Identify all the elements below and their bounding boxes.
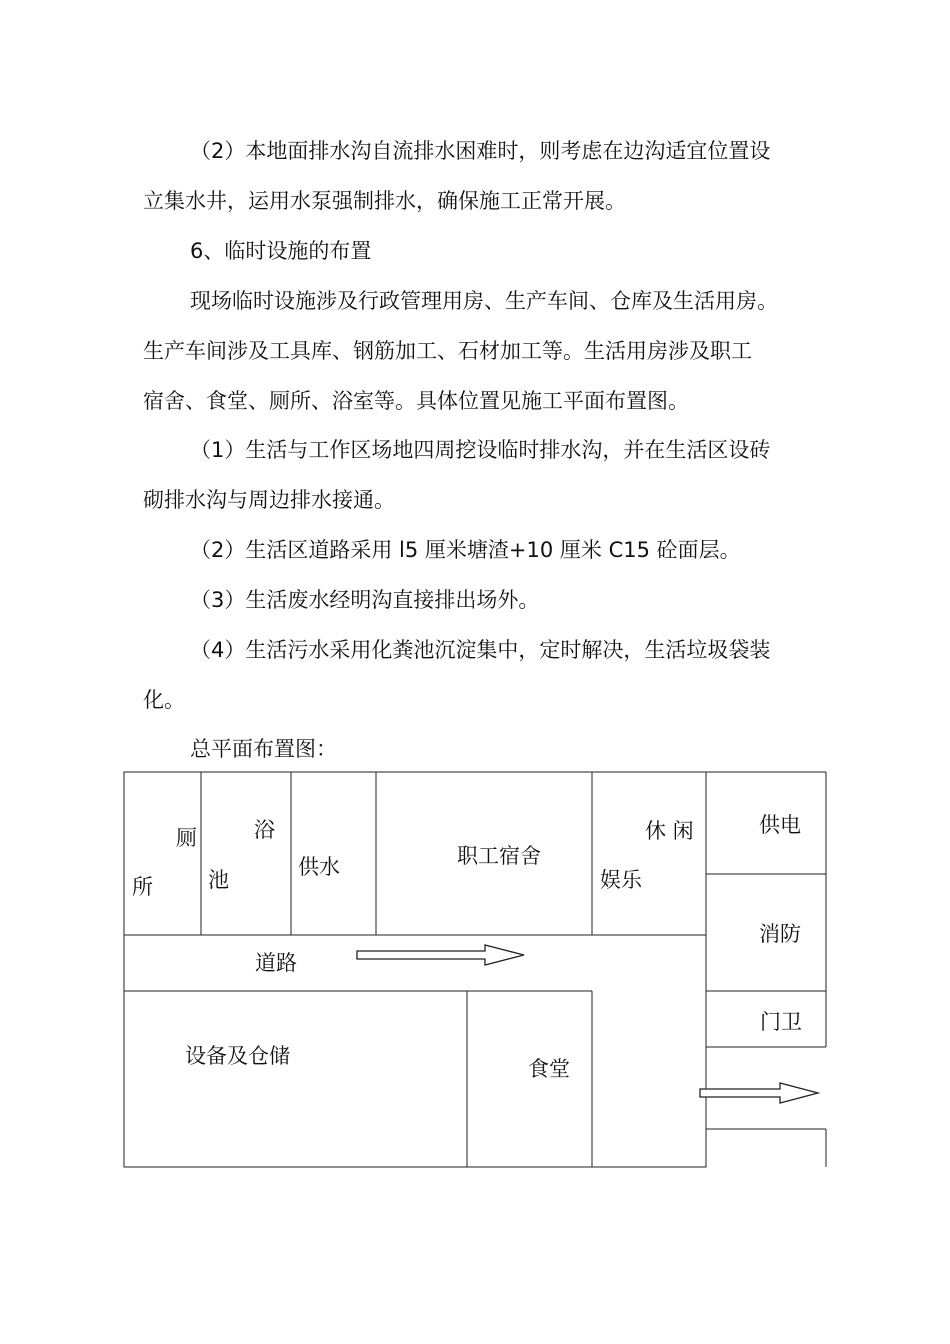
label-road: 道路 <box>255 951 297 975</box>
paragraph-line: （3）生活废水经明沟直接排出场外。 <box>190 588 540 612</box>
label-fire-protection: 消防 <box>759 922 801 946</box>
plan-caption: 总平面布置图： <box>190 737 337 761</box>
paragraph-line: 宿舍、食堂、厕所、浴室等。具体位置见施工平面布置图。 <box>143 389 689 413</box>
label-power-supply: 供电 <box>759 813 801 837</box>
road-arrow-icon <box>357 945 524 965</box>
label-toilet-top: 厕 <box>176 826 197 850</box>
paragraph-line: （4）生活污水采用化粪池沉淀集中，定时解决，生活垃圾袋装 <box>190 638 771 662</box>
label-bath-bottom: 池 <box>208 868 229 892</box>
paragraph-line: 立集水井，运用水泵强制排水，确保施工正常开展。 <box>143 189 626 213</box>
exit-arrow-icon <box>700 1083 818 1103</box>
paragraph-line: 砌排水沟与周边排水接通。 <box>143 488 395 512</box>
label-canteen: 食堂 <box>528 1057 570 1081</box>
label-leisure-top: 休 闲 <box>645 819 694 843</box>
label-water-supply: 供水 <box>298 855 340 879</box>
label-guard-room: 门卫 <box>760 1010 802 1034</box>
label-toilet-bottom: 所 <box>132 875 153 899</box>
label-staff-dorm: 职工宿舍 <box>457 844 541 868</box>
paragraph-line: （1）生活与工作区场地四周挖设临时排水沟，并在生活区设砖 <box>190 438 771 462</box>
label-equipment-storage: 设备及仓储 <box>185 1044 290 1068</box>
paragraph-line: （2）生活区道路采用 l5 厘米塘渣+10 厘米 C15 砼面层。 <box>190 538 741 562</box>
paragraph-line: 现场临时设施涉及行政管理用房、生产车间、仓库及生活用房。 <box>190 289 778 313</box>
plan-outer-frame <box>124 772 706 1167</box>
paragraph-line: 化。 <box>143 688 185 712</box>
label-leisure-bottom: 娱乐 <box>600 868 642 892</box>
label-bath-top: 浴 <box>254 818 275 842</box>
section-heading: 6、临时设施的布置 <box>190 239 372 263</box>
paragraph-line: （2）本地面排水沟自流排水困难时，则考虑在边沟适宜位置设 <box>190 139 771 163</box>
paragraph-line: 生产车间涉及工具库、钢筋加工、石材加工等。生活用房涉及职工 <box>143 339 752 363</box>
